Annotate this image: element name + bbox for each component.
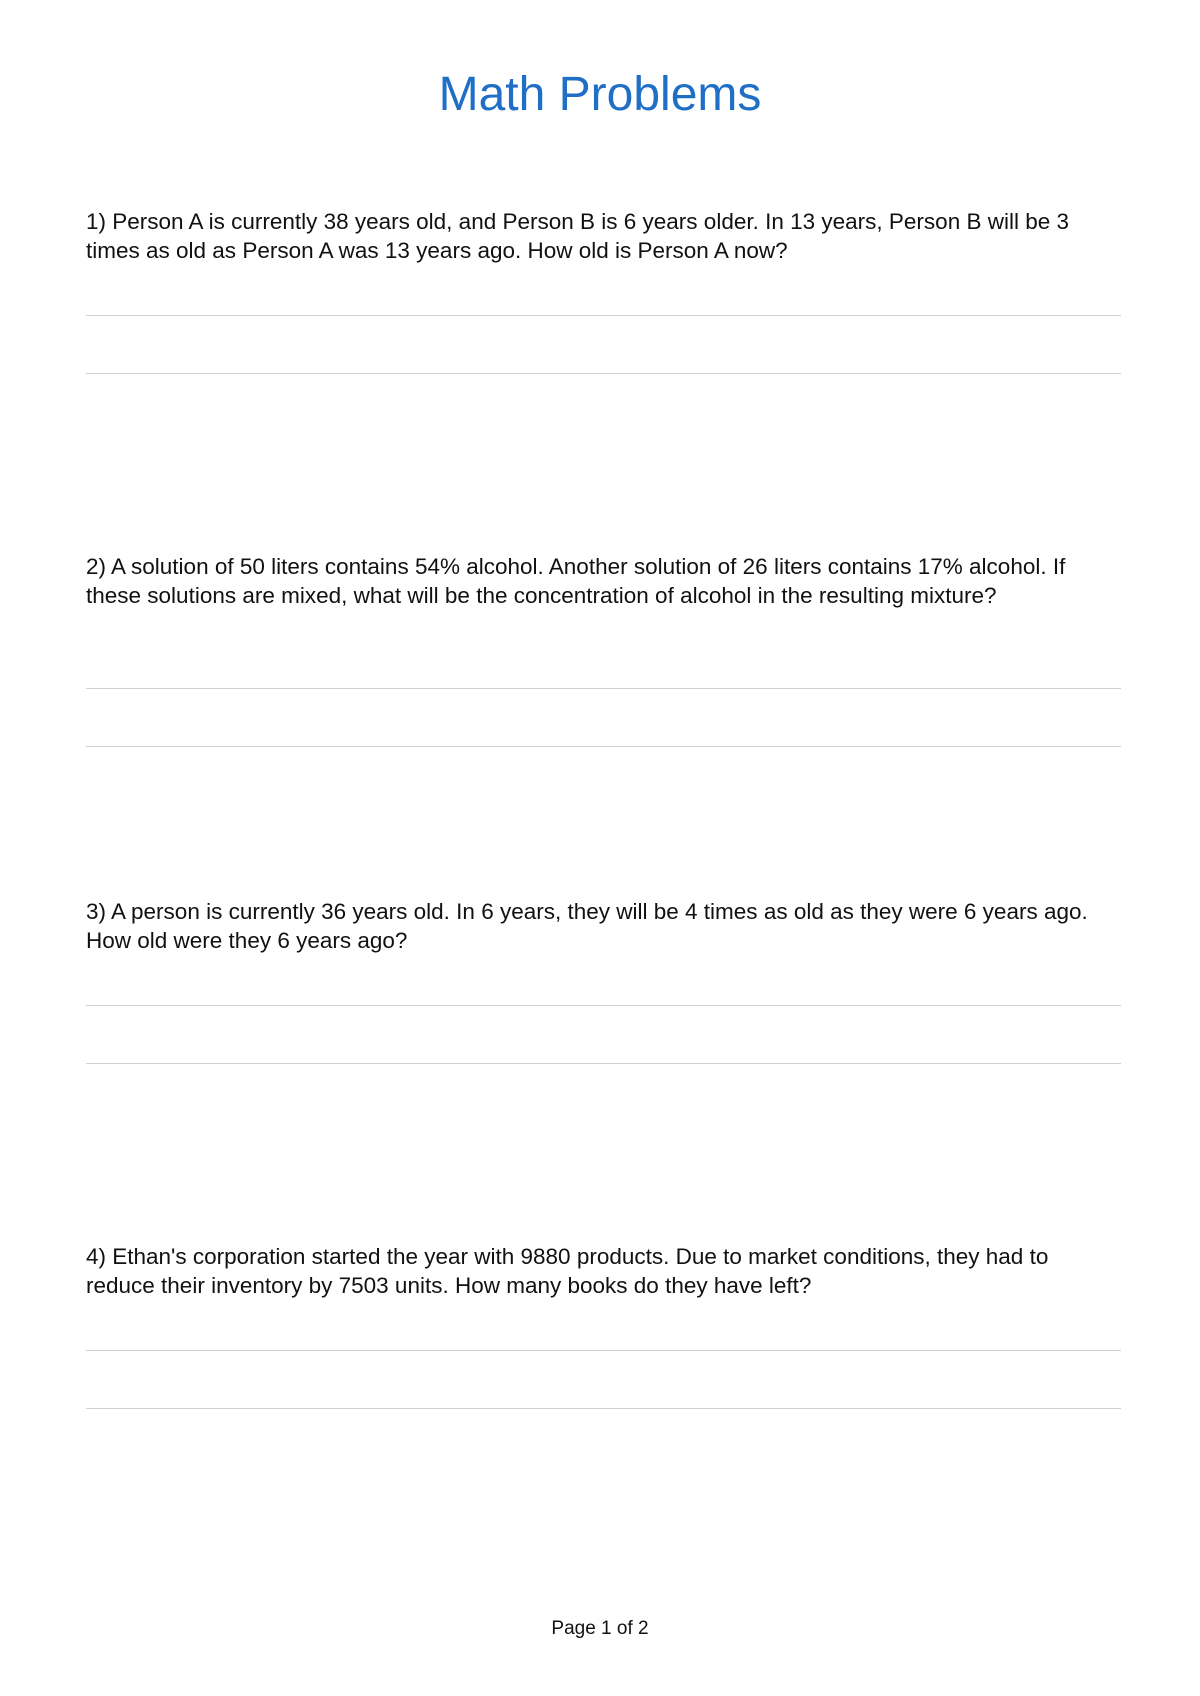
problem-text: 2) A solution of 50 liters contains 54% alcohol. Another solution of 26 liters contains 17% alcohol. If these solutions are mixed, what will be the concentration of alcohol in the resulting mixture?	[86, 554, 1066, 608]
answer-line	[86, 1408, 1121, 1409]
problem-text: 3) A person is currently 36 years old. In 6 years, they will be 4 times as old as they were 6 years ago. How old were they 6 years ago?	[86, 899, 1088, 953]
problem-text: 1) Person A is currently 38 years old, and Person B is 6 years older. In 13 years, Person B will be 3 times as old as Person A was 13 years ago. How old is Person A now?	[86, 209, 1070, 263]
problem-3	[86, 897, 1121, 955]
answer-line	[86, 315, 1121, 316]
problem-4	[86, 1242, 1121, 1300]
page-title: Math Problems	[438, 68, 762, 121]
answer-line	[86, 373, 1121, 374]
problem-2	[86, 552, 1121, 610]
problem-1	[86, 207, 1121, 265]
answer-line	[86, 1063, 1121, 1064]
problem-text: 4) Ethan's corporation started the year with 9880 products. Due to market conditions, they had to reduce their inventory by 7503 units. How many books do they have left?	[86, 1244, 1049, 1298]
answer-line	[86, 1350, 1121, 1351]
answer-line	[86, 688, 1121, 689]
answer-line	[86, 1005, 1121, 1006]
page-number: Page 1 of 2	[551, 1618, 649, 1639]
answer-line	[86, 746, 1121, 747]
